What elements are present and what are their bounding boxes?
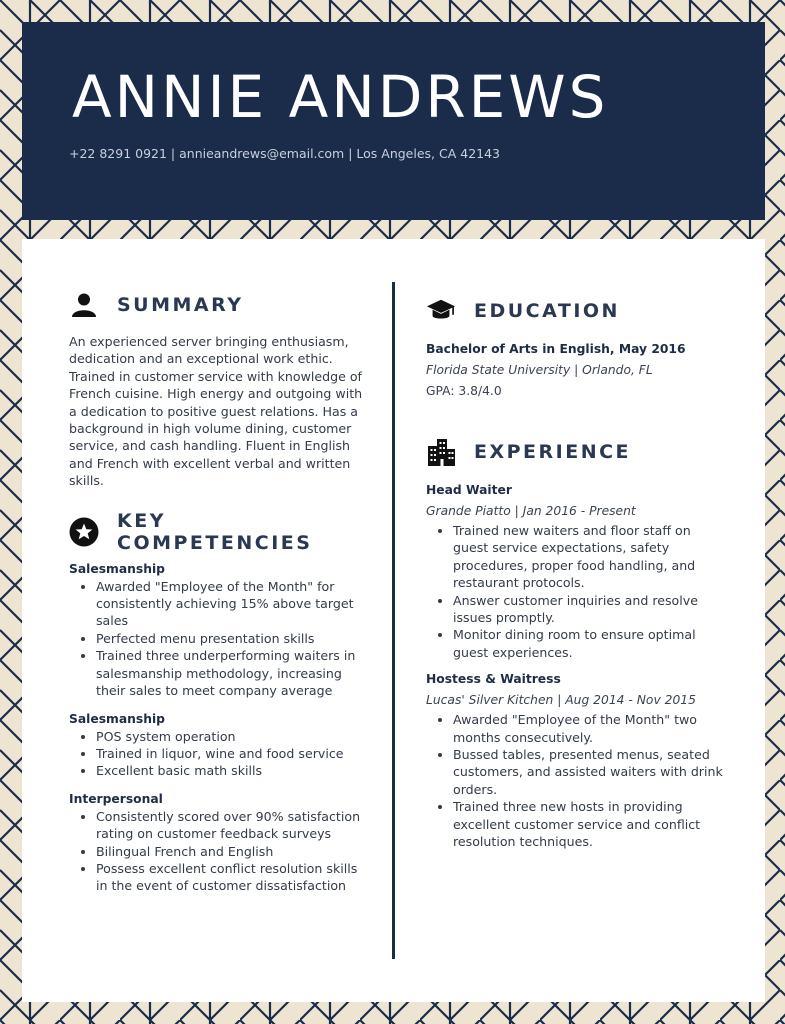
list-item: • Bussed tables, presented menus, seated customers, and assisted waiters with drink orders. — [453, 746, 726, 798]
list-item: • POS system operation — [96, 728, 369, 745]
list-item: • Trained three underperforming waiters in salesmanship methodology, increasing their sales to meet company average — [96, 647, 369, 699]
list-item: • Excellent basic math skills — [96, 762, 369, 779]
resume-name: ANNIE ANDREWS — [72, 63, 609, 131]
job-role: Hostess & Waitress — [426, 672, 561, 687]
job-place: Lucas' Silver Kitchen | Aug 2014 - Nov 2015 — [426, 693, 696, 708]
competency-list — [69, 578, 369, 700]
competency-group — [69, 710, 369, 780]
list-item: • Perfected menu presentation skills — [96, 630, 369, 647]
contact-line: +22 8291 0921 | annieandrews@email.com | Los Angeles, CA 42143 — [69, 146, 500, 161]
competency-heading: Salesmanship — [69, 561, 165, 576]
competency-heading: Salesmanship — [69, 711, 165, 726]
list-item: • Trained three new hosts in providing excellent customer service and conflict resolution techniques. — [453, 798, 726, 850]
list-item: • Answer customer inquiries and resolve issues promptly. — [453, 592, 726, 627]
list-item: • Awarded "Employee of the Month" for consistently achieving 15% above target sales — [96, 578, 369, 630]
column-divider — [392, 282, 395, 959]
job-role: Head Waiter — [426, 483, 512, 497]
header-banner — [22, 22, 765, 220]
list-item: • Bilingual French and English — [96, 843, 369, 860]
competencies-title: KEY COMPETENCIES — [117, 509, 313, 554]
education-entry — [426, 339, 726, 402]
person-icon — [69, 290, 99, 320]
list-item: • Possess excellent conflict resolution skills in the event of customer dissatisfaction — [96, 860, 369, 895]
competency-group — [69, 560, 369, 700]
gpa: GPA: 3.8/4.0 — [426, 384, 502, 398]
job-bullets — [426, 522, 726, 661]
competency-list — [69, 728, 369, 780]
job-entry — [426, 480, 726, 661]
summary-title: SUMMARY — [117, 294, 244, 316]
graduation-cap-icon — [426, 296, 456, 326]
list-item: • Awarded "Employee of the Month" two months consecutively. — [453, 711, 726, 746]
list-item: • Trained in liquor, wine and food service — [96, 745, 369, 762]
job-entry — [426, 669, 726, 850]
left-column — [69, 287, 369, 895]
experience-title: EXPERIENCE — [474, 441, 632, 463]
school: Florida State University | Orlando, FL — [426, 363, 653, 377]
degree: Bachelor of Arts in English, May 2016 — [426, 342, 686, 356]
summary-text: An experienced server bringing enthusiasm, dedication and an exceptional work ethic. Trained in customer service with knowledge of French cuisine. High energy and outgoing with a dedication to positive guest relations. Has a background in high volume dining, customer service, and cash handling. Fluent in English and French with excellent verbal and written skills. — [69, 334, 363, 489]
right-column — [426, 293, 726, 851]
building-icon — [426, 437, 456, 467]
competency-heading: Interpersonal — [69, 791, 163, 806]
education-header — [426, 293, 726, 329]
competency-list — [69, 808, 369, 895]
job-place: Grande Piatto | Jan 2016 - Present — [426, 504, 636, 518]
job-bullets — [426, 711, 726, 850]
list-item: • Monitor dining room to ensure optimal guest experiences. — [453, 626, 726, 661]
summary-header — [69, 287, 369, 323]
star-icon — [69, 517, 99, 547]
education-title: EDUCATION — [474, 300, 620, 322]
competencies-header — [69, 509, 369, 554]
content-panel — [22, 239, 765, 1002]
competency-group — [69, 790, 369, 895]
experience-header — [426, 434, 726, 470]
list-item: • Consistently scored over 90% satisfaction rating on customer feedback surveys — [96, 808, 369, 843]
list-item: • Trained new waiters and floor staff on guest service expectations, safety procedures, proper food handling, and restaurant protocols. — [453, 522, 726, 592]
